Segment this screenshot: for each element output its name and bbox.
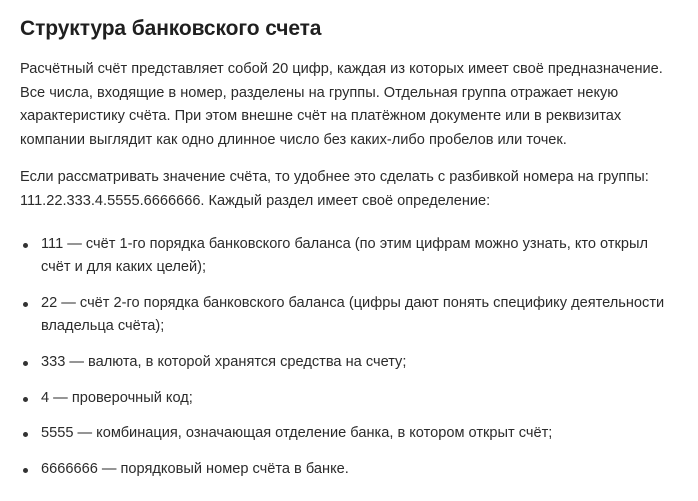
- list-item-text: 5555 — комбинация, означающая отделение банка, в котором открыт счёт;: [41, 425, 553, 442]
- bullet-icon: [23, 302, 28, 307]
- bullet-icon: [23, 397, 28, 402]
- list-item: [20, 292, 680, 339]
- list-item: [20, 458, 680, 482]
- list-item-text: 22 — счёт 2-го порядка банковского баланса (цифры дают понять специфику деятельности владельца счёта);: [41, 294, 665, 335]
- list-item: [20, 351, 680, 375]
- list-item: [20, 233, 680, 280]
- list-item: [20, 387, 680, 411]
- list-item-text: 333 — валюта, в которой хранятся средства на счету;: [41, 353, 407, 370]
- list-item-text: 4 — проверочный код;: [41, 389, 193, 406]
- paragraph-grouping: Если рассматривать значение счёта, то удобнее это сделать с разбивкой номера на группы: 111.22.333.4.5555.6666666. Каждый раздел имеет своё определение:: [20, 169, 649, 209]
- bullet-icon: [23, 468, 28, 473]
- paragraph-intro: Расчётный счёт представляет собой 20 цифр, каждая из которых имеет своё предназначение. Все числа, входящие в номер, разделены на группы. Отдельная группа отражает некую характеристику счёта. При этом внешне счёт на платёжном документе или в реквизитах компании выглядит как одно длинное число без каких-либо пробелов или точек.: [20, 61, 663, 148]
- account-groups-list: [20, 233, 680, 482]
- list-item-text: 6666666 — порядковый номер счёта в банке.: [41, 460, 349, 477]
- section-heading: Структура банковского счета: [20, 17, 322, 40]
- list-item: [20, 422, 680, 446]
- bullet-icon: [23, 432, 28, 437]
- list-item-text: 111 — счёт 1-го порядка банковского баланса (по этим цифрам можно узнать, кто открыл счёт и для каких целей);: [41, 235, 649, 276]
- bullet-icon: [23, 243, 28, 248]
- bullet-icon: [23, 361, 28, 366]
- article: [20, 0, 680, 493]
